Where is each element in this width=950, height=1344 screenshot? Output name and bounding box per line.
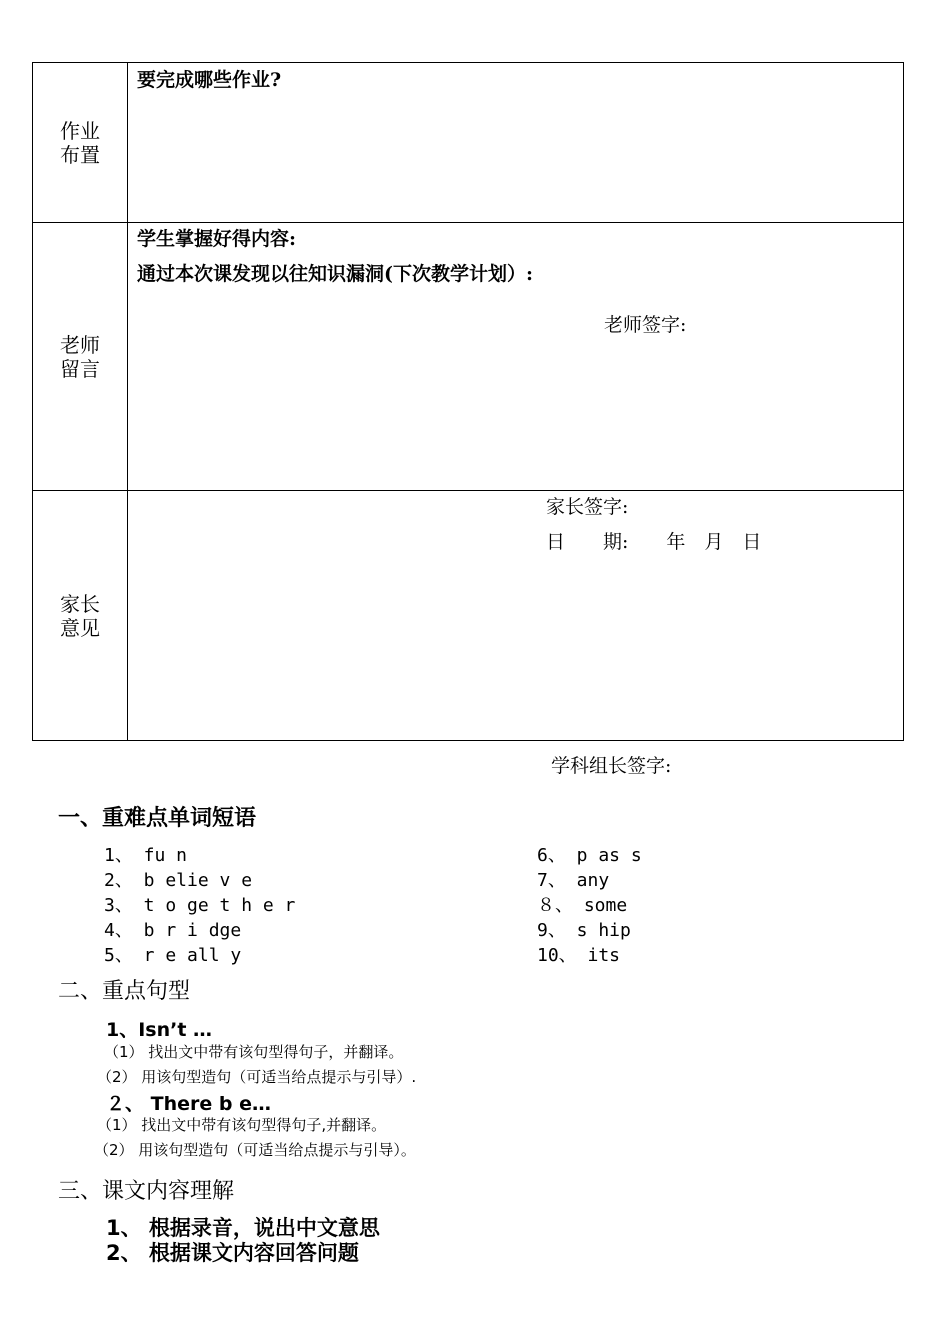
vocab-item-9: 9、 s hip bbox=[537, 920, 631, 941]
vocab-item-3: 3、 t o ge t h e r bbox=[104, 895, 296, 916]
parent-label-line1: 家长 bbox=[60, 591, 100, 616]
vocab-item-8: ８、 some bbox=[537, 895, 628, 916]
pattern2-step2: （2） 用该句型造句（可适当给点提示与引导）。 bbox=[94, 1141, 416, 1159]
comprehension-item-2: 2、 根据课文内容回答问题 bbox=[106, 1241, 359, 1265]
comprehension-item-1: 1、 根据录音，说出中文意思 bbox=[106, 1216, 380, 1240]
pattern2-heading: ２、 There b e… bbox=[106, 1093, 271, 1115]
vocab-item-2: 2、 b elie v e bbox=[104, 870, 253, 891]
teacher-row bbox=[33, 223, 904, 491]
parent-row bbox=[33, 491, 904, 741]
teacher-content-cell[interactable] bbox=[128, 223, 904, 491]
homework-label-line1: 作业 bbox=[60, 118, 100, 143]
vocab-item-1: 1、 fu n bbox=[104, 845, 188, 866]
vocab-item-7: 7、 any bbox=[537, 870, 610, 891]
vocab-item-4: 4、 b r i dge bbox=[104, 920, 242, 941]
pattern1-step2: （2） 用该句型造句（可适当给点提示与引导）. bbox=[97, 1068, 417, 1086]
parent-label bbox=[33, 491, 128, 741]
pattern1-step1: （1） 找出文中带有该句型得句子，并翻译。 bbox=[104, 1043, 404, 1061]
parent-signature: 家长签字: bbox=[546, 496, 629, 518]
teacher-label bbox=[33, 223, 128, 491]
parent-content-cell[interactable] bbox=[128, 491, 904, 741]
parent-date: 日 期: 年 月 日 bbox=[546, 531, 762, 553]
teacher-knowledge-gaps: 通过本次课发现以往知识漏洞(下次教学计划）: bbox=[137, 263, 534, 285]
teacher-mastered-content: 学生掌握好得内容: bbox=[137, 228, 297, 250]
feedback-form-table bbox=[32, 62, 904, 741]
homework-prompt: 要完成哪些作业? bbox=[137, 69, 282, 91]
parent-label-line2: 意见 bbox=[60, 615, 100, 640]
leader-signature: 学科组长签字: bbox=[551, 755, 672, 777]
homework-row bbox=[33, 63, 904, 223]
teacher-label-line2: 留言 bbox=[60, 356, 100, 381]
teacher-label-line1: 老师 bbox=[60, 332, 100, 357]
section1-title: 一、重难点单词短语 bbox=[58, 806, 257, 831]
homework-label-line2: 布置 bbox=[60, 142, 100, 167]
vocab-item-5: 5、 r e all y bbox=[104, 945, 242, 966]
pattern2-step1: （1） 找出文中带有该句型得句子,并翻译。 bbox=[97, 1116, 387, 1134]
section3-title: 三、课文内容理解 bbox=[58, 1179, 235, 1204]
section2-title: 二、重点句型 bbox=[58, 979, 191, 1004]
teacher-signature: 老师签字: bbox=[604, 314, 687, 336]
homework-content-cell[interactable] bbox=[128, 63, 904, 223]
pattern1-heading: 1、Isn’t … bbox=[106, 1019, 213, 1041]
homework-label bbox=[33, 63, 128, 223]
vocab-item-6: 6、 p as s bbox=[537, 845, 642, 866]
vocab-item-10: 10、 its bbox=[537, 945, 621, 966]
